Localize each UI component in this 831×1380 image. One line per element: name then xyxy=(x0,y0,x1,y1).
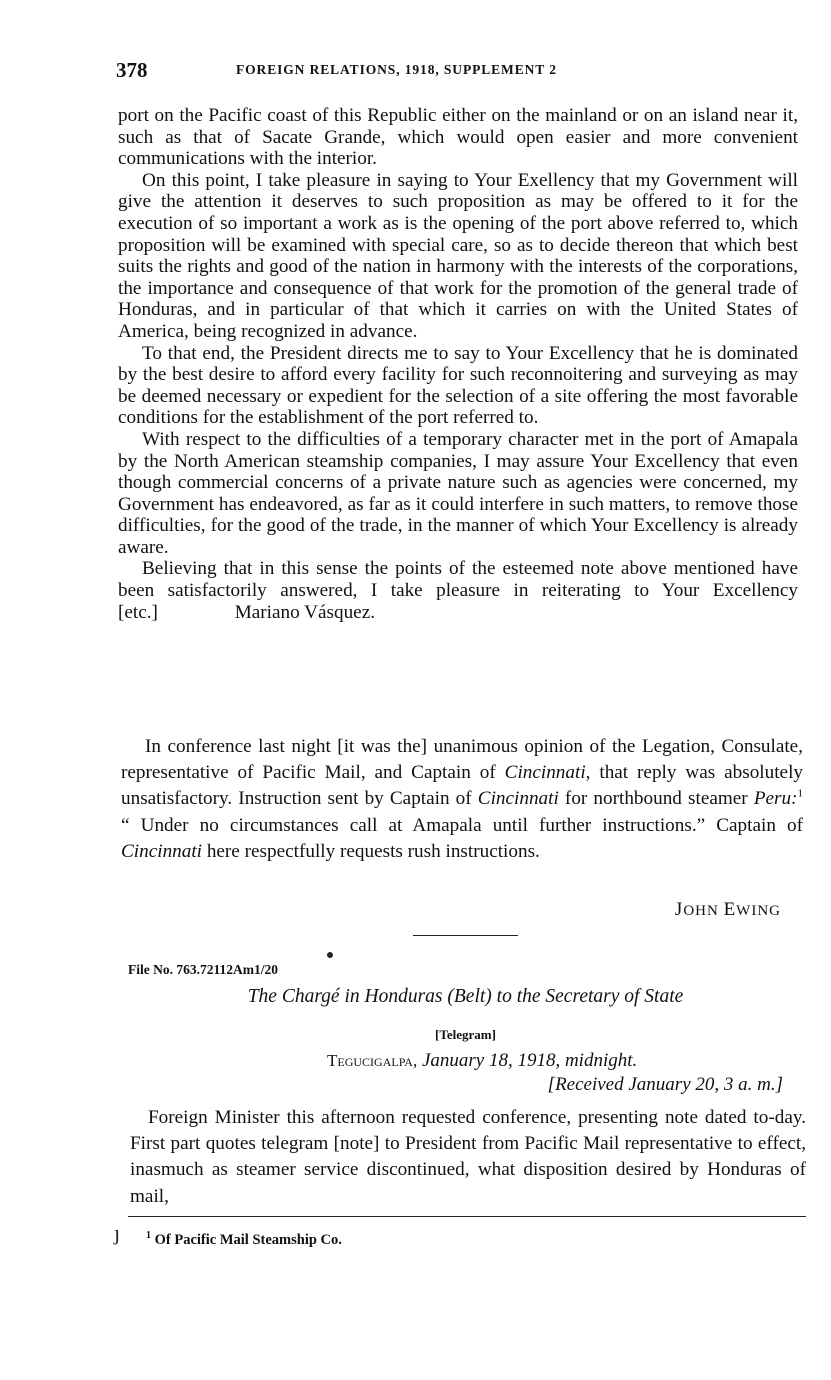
ship-name: Cincinnati xyxy=(504,762,586,784)
telegram-body-2 xyxy=(130,1105,806,1210)
page-number: 378 xyxy=(116,58,148,82)
footnote xyxy=(146,1232,342,1249)
text-run: for northbound steamer xyxy=(558,788,754,810)
margin-mark: ȷ xyxy=(114,1220,121,1245)
footnote-reference: 1 xyxy=(797,788,803,801)
paragraph: With respect to the difficulties of a temporary character met in the port of Amapala by the North American steamship companies, I may assure Your Excellency that even though commercial concerns of a private nature such as agencies were concerned, my Government has endeavored, as far as it could interfere in such matters, to remove those difficulties, for the good of the trade, in the manner of which Your Excellency is already aware. xyxy=(118,428,798,558)
paragraph xyxy=(121,734,803,865)
file-number: File No. 763.72112Am1/20 xyxy=(128,962,278,977)
page-header xyxy=(116,58,676,90)
paragraph: port on the Pacific coast of this Republic either on the mainland or on an island near it, such as that of Sacate Grande, which would open easier and more convenient communications with the interior. xyxy=(118,105,798,170)
dateline xyxy=(327,1050,637,1072)
ink-dot xyxy=(327,952,333,958)
telegram-label: [Telegram] xyxy=(435,1027,496,1042)
signer-initial: J xyxy=(674,899,684,920)
telegram-signer xyxy=(675,899,781,921)
footnote-text: Of Pacific Mail Steamship Co. xyxy=(154,1232,342,1248)
ship-name: Peru: xyxy=(753,788,798,810)
footnote-marker: 1 xyxy=(146,1230,151,1242)
text-run: , that reply was absolutely unsatisfactory. Instruction sent by Captain of xyxy=(121,762,803,810)
signer-initial: E xyxy=(723,899,737,920)
section-divider xyxy=(413,935,518,936)
paragraph: To that end, the President directs me to say to Your Excellency that he is dominated by the best desire to afford every facility for such reconnoitering and surveying as may be deemed necessary or expedient for the selection of a site offering the most favorable conditions for the establishment of the port referred to. xyxy=(118,342,798,429)
dateline-place: Tegucigalpa, xyxy=(327,1051,418,1070)
signer-text: WING xyxy=(736,903,781,919)
note-signer: Mariano Vásquez. xyxy=(234,601,376,623)
telegram-body xyxy=(121,734,803,865)
ship-name: Cincinnati xyxy=(121,840,203,862)
text-run: here respectfully requests rush instructions. xyxy=(202,840,540,862)
paragraph: On this point, I take pleasure in saying to Your Exellency that my Government will give the attention it deserves to such proposition as may be offered to it for the execution of so important a work as is the opening of the port above referred to, which proposition will be examined with special care, so as to decide thereon that which best suits the rights and good of the nation in harmony with the interests of the corporations, the importance and consequence of that work for the promotion of the general trade of Honduras, and in particular of that which it carries on with the United States of America, being recognized in advance. xyxy=(118,169,798,342)
paragraph: Foreign Minister this afternoon requested conference, presenting note dated to-day. First part quotes telegram [note] to President from Pacific Mail representative to effect, inasmuch as steamer service discontinued, what disposition desired by Honduras of mail, xyxy=(130,1107,806,1207)
text-run: “ Under no circumstances call at Amapala until further instructions.” Captain of xyxy=(121,814,803,836)
text-run: In conference last night [it was the] unanimous opinion of the Legation, Consulate, representative of Pacific Mail, and Captain of xyxy=(121,736,803,784)
running-head: FOREIGN RELATIONS, 1918, SUPPLEMENT 2 xyxy=(236,62,557,77)
footnote-rule xyxy=(128,1216,806,1217)
closing-text: Believing that in this sense the points of the esteemed note above mentioned have been satisfactorily answered, I take pleasure in reiterating to Your Excellency [etc.] xyxy=(118,558,798,623)
ship-name: Cincinnati xyxy=(477,788,559,810)
signer-text: OHN xyxy=(683,903,719,919)
received-line: [Received January 20, 3 a. m.] xyxy=(547,1074,783,1095)
closing-paragraph xyxy=(118,558,798,623)
note-continuation xyxy=(118,105,798,623)
dateline-date: January 18, 1918, midnight. xyxy=(421,1050,638,1071)
document-title: The Chargé in Honduras (Belt) to the Secretary of State xyxy=(247,986,684,1007)
